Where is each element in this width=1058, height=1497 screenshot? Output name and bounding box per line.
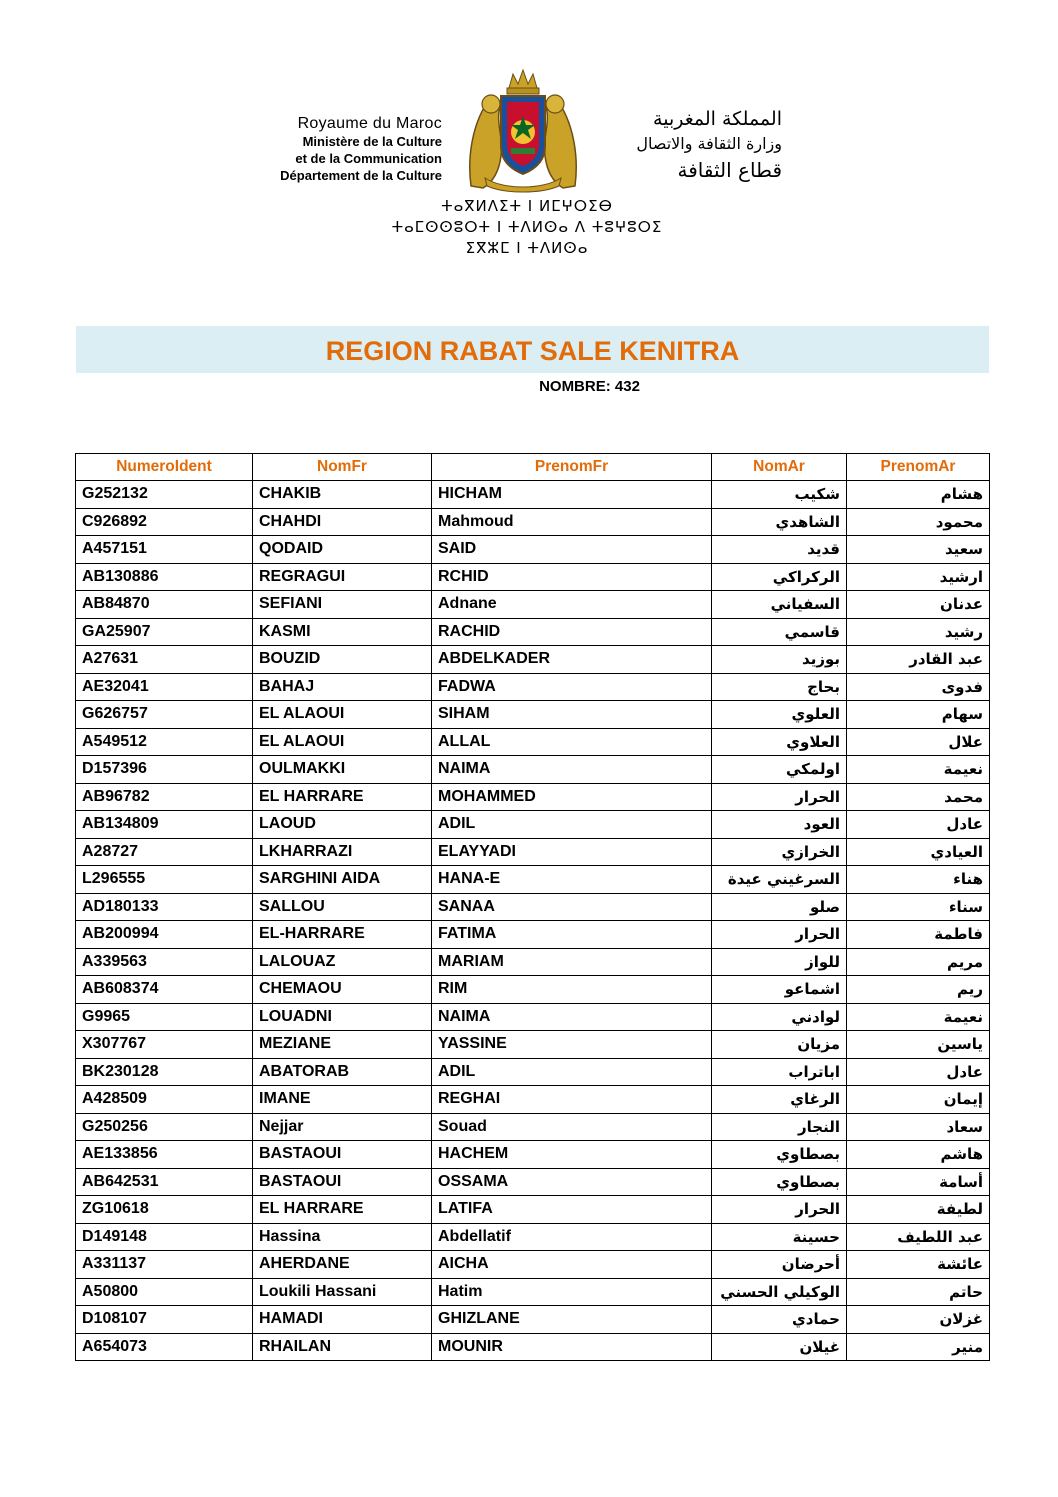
table-row [76, 1086, 990, 1114]
cell-prenomar: عبد القادر [847, 646, 990, 674]
cell-nomfr: CHAHDI [253, 508, 432, 536]
cell-numeroident: A654073 [76, 1333, 253, 1361]
cell-nomar: النجار [712, 1113, 847, 1141]
cell-prenomar: لطيفة [847, 1196, 990, 1224]
cell-prenomar: سناء [847, 893, 990, 921]
cell-prenomar: سهام [847, 701, 990, 729]
cell-nomar: لوادني [712, 1003, 847, 1031]
cell-nomar: الوكيلي الحسني [712, 1278, 847, 1306]
cell-prenomar: ريم [847, 976, 990, 1004]
cell-numeroident: A549512 [76, 728, 253, 756]
cell-nomar: الحرار [712, 783, 847, 811]
cell-nomar: اباتراب [712, 1058, 847, 1086]
cell-nomar: العلاوي [712, 728, 847, 756]
cell-numeroident: AE133856 [76, 1141, 253, 1169]
cell-prenomar: محمد [847, 783, 990, 811]
table-row [76, 701, 990, 729]
table-row [76, 948, 990, 976]
cell-nomfr: BASTAOUI [253, 1168, 432, 1196]
cell-nomar: اشماعو [712, 976, 847, 1004]
cell-prenomfr: NAIMA [432, 756, 712, 784]
cell-nomfr: EL ALAOUI [253, 701, 432, 729]
cell-prenomfr: Souad [432, 1113, 712, 1141]
cell-prenomfr: Hatim [432, 1278, 712, 1306]
column-header-prenomfr: PrenomFr [432, 454, 712, 481]
cell-prenomar: غزلان [847, 1306, 990, 1334]
cell-nomar: مزيان [712, 1031, 847, 1059]
cell-nomfr: CHEMAOU [253, 976, 432, 1004]
cell-nomfr: HAMADI [253, 1306, 432, 1334]
cell-numeroident: AB134809 [76, 811, 253, 839]
table-row [76, 893, 990, 921]
cell-nomar: قديد [712, 536, 847, 564]
cell-prenomfr: REGHAI [432, 1086, 712, 1114]
kingdom-label: Royaume du Maroc [297, 115, 442, 132]
cell-prenomfr: YASSINE [432, 1031, 712, 1059]
table-row [76, 591, 990, 619]
ministry-label: Ministère de la Culture [302, 134, 442, 149]
page-title: REGION RABAT SALE KENITRA [325, 336, 740, 366]
cell-prenomfr: HACHEM [432, 1141, 712, 1169]
cell-nomfr: LKHARRAZI [253, 838, 432, 866]
cell-prenomar: عبد اللطيف [847, 1223, 990, 1251]
cell-nomfr: EL HARRARE [253, 783, 432, 811]
cell-numeroident: D157396 [76, 756, 253, 784]
cell-prenomar: عادل [847, 1058, 990, 1086]
cell-nomfr: LOUADNI [253, 1003, 432, 1031]
table-header-row [76, 454, 990, 481]
table-row [76, 1113, 990, 1141]
cell-prenomfr: HANA-E [432, 866, 712, 894]
cell-nomar: السفياني [712, 591, 847, 619]
table-row [76, 536, 990, 564]
cell-prenomfr: Mahmoud [432, 508, 712, 536]
cell-prenomar: علال [847, 728, 990, 756]
cell-numeroident: A331137 [76, 1251, 253, 1279]
cell-nomar: الحرار [712, 921, 847, 949]
cell-nomar: أحرضان [712, 1251, 847, 1279]
cell-prenomar: محمود [847, 508, 990, 536]
cell-numeroident: A428509 [76, 1086, 253, 1114]
cell-numeroident: AD180133 [76, 893, 253, 921]
table-row [76, 976, 990, 1004]
cell-nomar: الحرار [712, 1196, 847, 1224]
cell-numeroident: AB130886 [76, 563, 253, 591]
cell-nomfr: Loukili Hassani [253, 1278, 432, 1306]
table-row [76, 1031, 990, 1059]
cell-prenomar: ارشيد [847, 563, 990, 591]
cell-nomfr: KASMI [253, 618, 432, 646]
cell-prenomfr: HICHAM [432, 481, 712, 509]
table-row [76, 1003, 990, 1031]
table-row [76, 673, 990, 701]
department-label-ar: قطاع الثقافة [677, 158, 782, 182]
table-row [76, 1168, 990, 1196]
cell-prenomar: إيمان [847, 1086, 990, 1114]
table-row [76, 811, 990, 839]
cell-numeroident: G252132 [76, 481, 253, 509]
cell-prenomfr: MOHAMMED [432, 783, 712, 811]
cell-nomar: حمادي [712, 1306, 847, 1334]
cell-prenomfr: ADIL [432, 811, 712, 839]
column-header-nomfr: NomFr [253, 454, 432, 481]
cell-prenomfr: ELAYYADI [432, 838, 712, 866]
cell-prenomar: رشيد [847, 618, 990, 646]
cell-numeroident: A50800 [76, 1278, 253, 1306]
cell-nomfr: REGRAGUI [253, 563, 432, 591]
table-row [76, 618, 990, 646]
cell-nomfr: Nejjar [253, 1113, 432, 1141]
cell-numeroident: A27631 [76, 646, 253, 674]
cell-prenomar: ياسين [847, 1031, 990, 1059]
cell-prenomfr: MOUNIR [432, 1333, 712, 1361]
cell-nomfr: EL ALAOUI [253, 728, 432, 756]
kingdom-label-tif: ⵜⴰⴳⵍⴷⵉⵜ ⵏ ⵍⵎⵖⵔⵉⴱ [441, 197, 613, 215]
table-row [76, 838, 990, 866]
table-row [76, 728, 990, 756]
cell-prenomar: نعيمة [847, 1003, 990, 1031]
cell-prenomfr: RACHID [432, 618, 712, 646]
cell-nomar: صلو [712, 893, 847, 921]
table-row [76, 1306, 990, 1334]
cell-numeroident: AB84870 [76, 591, 253, 619]
cell-nomfr: QODAID [253, 536, 432, 564]
cell-nomar: بحاج [712, 673, 847, 701]
table-row [76, 508, 990, 536]
table-row [76, 1278, 990, 1306]
cell-numeroident: A28727 [76, 838, 253, 866]
cell-nomfr: SALLOU [253, 893, 432, 921]
ministry-label-ar: وزارة الثقافة والاتصال [636, 134, 782, 153]
cell-numeroident: A457151 [76, 536, 253, 564]
cell-prenomar: هناء [847, 866, 990, 894]
cell-nomfr: EL-HARRARE [253, 921, 432, 949]
cell-nomfr: SARGHINI AIDA [253, 866, 432, 894]
cell-nomfr: OULMAKKI [253, 756, 432, 784]
cell-prenomfr: GHIZLANE [432, 1306, 712, 1334]
cell-prenomfr: RIM [432, 976, 712, 1004]
cell-prenomfr: ALLAL [432, 728, 712, 756]
cell-prenomfr: ABDELKADER [432, 646, 712, 674]
cell-nomfr: BASTAOUI [253, 1141, 432, 1169]
ministry-label-2: et de la Communication [295, 151, 442, 166]
cell-nomfr: IMANE [253, 1086, 432, 1114]
cell-nomfr: EL HARRARE [253, 1196, 432, 1224]
table-row [76, 481, 990, 509]
cell-prenomfr: Adnane [432, 591, 712, 619]
cell-nomfr: RHAILAN [253, 1333, 432, 1361]
cell-numeroident: G250256 [76, 1113, 253, 1141]
count-text: NOMBRE: 432 [539, 378, 640, 395]
cell-prenomfr: NAIMA [432, 1003, 712, 1031]
title-banner [76, 326, 989, 373]
ministry-label-tif: ⵜⴰⵎⵙⵙⵓⵔⵜ ⵏ ⵜⴷⵍⵙⴰ ⴷ ⵜⵓⵖⵓⵔⵉ [391, 218, 663, 236]
cell-numeroident: AB642531 [76, 1168, 253, 1196]
cell-prenomar: فاطمة [847, 921, 990, 949]
cell-nomfr: ABATORAB [253, 1058, 432, 1086]
table-row [76, 756, 990, 784]
table-row [76, 1141, 990, 1169]
cell-prenomar: أسامة [847, 1168, 990, 1196]
cell-numeroident: AB96782 [76, 783, 253, 811]
table-body [76, 481, 990, 1361]
cell-numeroident: BK230128 [76, 1058, 253, 1086]
cell-numeroident: AB200994 [76, 921, 253, 949]
cell-prenomfr: SAID [432, 536, 712, 564]
cell-prenomar: عدنان [847, 591, 990, 619]
table-row [76, 1196, 990, 1224]
cell-nomar: اولمكي [712, 756, 847, 784]
cell-prenomar: فدوى [847, 673, 990, 701]
cell-nomar: الخرازي [712, 838, 847, 866]
cell-prenomfr: LATIFA [432, 1196, 712, 1224]
cell-numeroident: ZG10618 [76, 1196, 253, 1224]
cell-nomfr: MEZIANE [253, 1031, 432, 1059]
french-institution-block [230, 114, 442, 184]
table-row [76, 563, 990, 591]
cell-nomfr: BAHAJ [253, 673, 432, 701]
cell-numeroident: D149148 [76, 1223, 253, 1251]
cell-nomfr: LALOUAZ [253, 948, 432, 976]
cell-prenomar: نعيمة [847, 756, 990, 784]
cell-prenomfr: AICHA [432, 1251, 712, 1279]
cell-prenomar: منير [847, 1333, 990, 1361]
count-label [76, 378, 1058, 395]
cell-nomfr: LAOUD [253, 811, 432, 839]
arabic-institution-block [596, 106, 782, 184]
cell-numeroident: G9965 [76, 1003, 253, 1031]
cell-nomar: غيلان [712, 1333, 847, 1361]
cell-numeroident: AE32041 [76, 673, 253, 701]
cell-nomar: حسينة [712, 1223, 847, 1251]
cell-numeroident: AB608374 [76, 976, 253, 1004]
cell-numeroident: GA25907 [76, 618, 253, 646]
cell-prenomfr: SANAA [432, 893, 712, 921]
cell-nomar: الركراكي [712, 563, 847, 591]
cell-nomar: العلوي [712, 701, 847, 729]
cell-prenomar: حاتم [847, 1278, 990, 1306]
letterhead [0, 60, 1058, 270]
kingdom-label-ar: المملكة المغربية [653, 108, 782, 130]
cell-nomar: العود [712, 811, 847, 839]
candidates-table [75, 453, 990, 1361]
cell-prenomfr: FADWA [432, 673, 712, 701]
table-row [76, 1333, 990, 1361]
cell-nomar: قاسمي [712, 618, 847, 646]
cell-prenomfr: MARIAM [432, 948, 712, 976]
cell-numeroident: L296555 [76, 866, 253, 894]
cell-nomar: بوزيد [712, 646, 847, 674]
cell-numeroident: A339563 [76, 948, 253, 976]
cell-nomfr: AHERDANE [253, 1251, 432, 1279]
cell-prenomar: عادل [847, 811, 990, 839]
department-label-tif: ⵉⴳⵣⵎ ⵏ ⵜⴷⵍⵙⴰ [465, 239, 589, 257]
cell-numeroident: G626757 [76, 701, 253, 729]
cell-prenomar: العيادي [847, 838, 990, 866]
column-header-prenomar: PrenomAr [847, 454, 990, 481]
cell-nomar: الشاهدي [712, 508, 847, 536]
cell-prenomar: سعيد [847, 536, 990, 564]
cell-prenomfr: SIHAM [432, 701, 712, 729]
cell-prenomfr: RCHID [432, 563, 712, 591]
cell-prenomar: هاشم [847, 1141, 990, 1169]
table-row [76, 921, 990, 949]
cell-prenomfr: Abdellatif [432, 1223, 712, 1251]
cell-prenomar: هشام [847, 481, 990, 509]
table-row [76, 1251, 990, 1279]
cell-nomar: بصطاوي [712, 1141, 847, 1169]
cell-nomfr: SEFIANI [253, 591, 432, 619]
table-row [76, 646, 990, 674]
cell-prenomar: مريم [847, 948, 990, 976]
tifinagh-institution-block [380, 196, 674, 259]
cell-prenomfr: ADIL [432, 1058, 712, 1086]
cell-numeroident: X307767 [76, 1031, 253, 1059]
table-row [76, 866, 990, 894]
cell-prenomfr: FATIMA [432, 921, 712, 949]
coat-of-arms-icon [463, 66, 583, 194]
cell-nomar: شكيب [712, 481, 847, 509]
cell-nomar: السرغيني عيدة [712, 866, 847, 894]
column-header-numeroident: NumeroIdent [76, 454, 253, 481]
cell-nomfr: Hassina [253, 1223, 432, 1251]
cell-nomar: الرغاي [712, 1086, 847, 1114]
cell-prenomar: عائشة [847, 1251, 990, 1279]
cell-nomar: بصطاوي [712, 1168, 847, 1196]
table-row [76, 783, 990, 811]
cell-numeroident: C926892 [76, 508, 253, 536]
table-row [76, 1223, 990, 1251]
column-header-nomar: NomAr [712, 454, 847, 481]
cell-nomfr: BOUZID [253, 646, 432, 674]
cell-prenomar: سعاد [847, 1113, 990, 1141]
cell-nomar: للواز [712, 948, 847, 976]
department-label: Département de la Culture [280, 168, 442, 183]
cell-numeroident: D108107 [76, 1306, 253, 1334]
cell-prenomfr: OSSAMA [432, 1168, 712, 1196]
table-row [76, 1058, 990, 1086]
cell-nomfr: CHAKIB [253, 481, 432, 509]
